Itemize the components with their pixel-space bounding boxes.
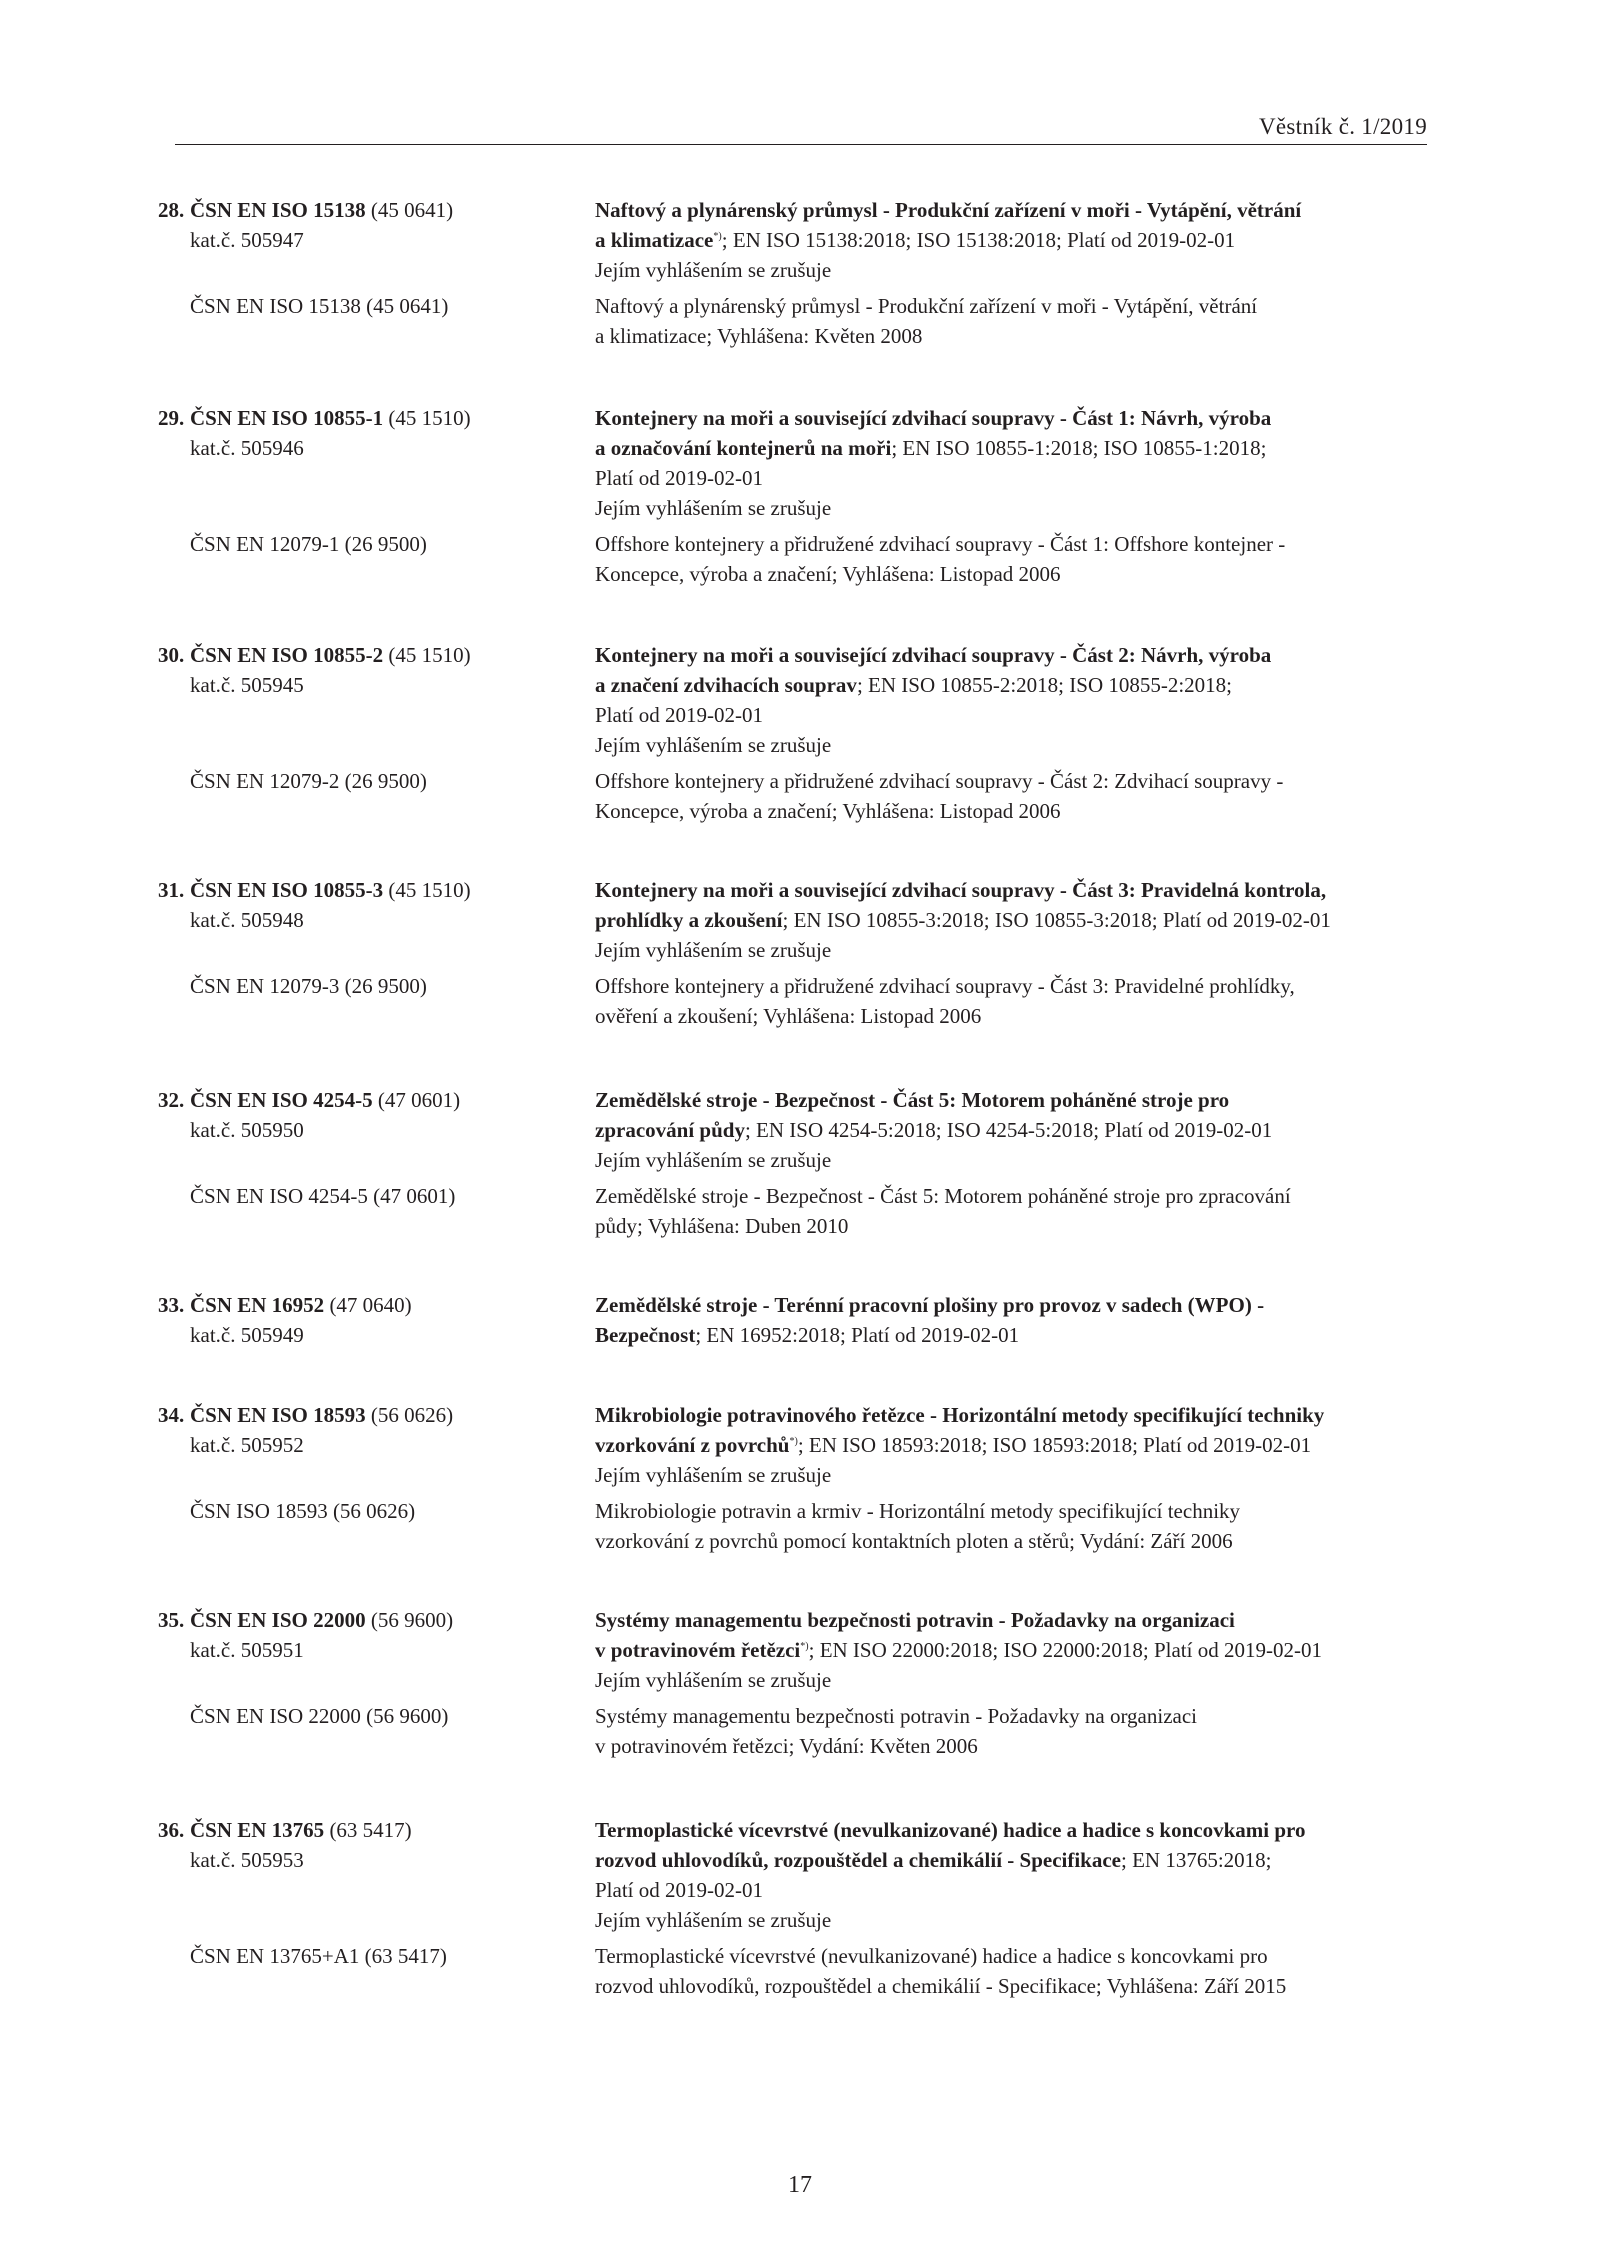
title-line (595, 1320, 1465, 1350)
replaced-standard-row (0, 529, 1600, 589)
classification-number: (47 0640) (329, 1293, 412, 1317)
classification-number: (45 1510) (388, 406, 471, 430)
entry-number: 29. (158, 406, 185, 430)
reference-info: ; EN ISO 18593:2018; ISO 18593:2018; Platí od 2019-02-01 (797, 1433, 1312, 1457)
title-line (595, 1430, 1465, 1460)
replaced-standard-row (0, 1181, 1600, 1241)
catalog-number: kat.č. 505950 (190, 1118, 304, 1142)
page-header-title: Věstník č. 1/2019 (1259, 114, 1427, 139)
replaced-standard-description (595, 1496, 1465, 1556)
entry-main-row (0, 1085, 1600, 1175)
title-line (595, 875, 1465, 905)
standard-entry (0, 1290, 1600, 1350)
replaced-standard-line: Koncepce, výroba a značení; Vyhlášena: Listopad 2006 (595, 562, 1061, 586)
entry-main-row (0, 640, 1600, 760)
standard-title: a značení zdvihacích souprav (595, 673, 857, 697)
entry-main-row (0, 875, 1600, 965)
page-number: 17 (788, 2172, 812, 2198)
title-line (595, 1400, 1465, 1430)
reference-info: ; EN ISO 10855-2:2018; ISO 10855-2:2018; (856, 673, 1233, 697)
standard-entry (0, 640, 1600, 826)
reference-info: ; EN ISO 22000:2018; ISO 22000:2018; Platí od 2019-02-01 (808, 1638, 1322, 1662)
entry-description (595, 1085, 1465, 1175)
entry-identifier (0, 1400, 595, 1490)
classification-number: (56 9600) (370, 1608, 454, 1632)
standard-entry (0, 1085, 1600, 1241)
reference-info: Platí od 2019-02-01 (595, 466, 763, 490)
replaced-standard-line: Koncepce, výroba a značení; Vyhlášena: Listopad 2006 (595, 799, 1061, 823)
replaced-standard-description (595, 971, 1465, 1031)
replaced-standard-row (0, 971, 1600, 1031)
entry-number: 30. (158, 643, 185, 667)
replaced-standard-line: v potravinovém řetězci; Vydání: Květen 2006 (595, 1734, 978, 1758)
title-line (595, 1085, 1465, 1115)
standard-entry (0, 1815, 1600, 2001)
standard-title: Zemědělské stroje - Bezpečnost - Část 5: Motorem poháněné stroje pro (595, 1088, 1230, 1112)
standard-entry (0, 1605, 1600, 1761)
entry-identifier (0, 640, 595, 760)
entry-number: 34. (158, 1403, 185, 1427)
withdrawal-note: Jejím vyhlášením se zrušuje (595, 1668, 832, 1692)
replaced-standard-code: ČSN EN 12079-1 (26 9500) (190, 532, 427, 556)
entry-main-row (0, 403, 1600, 523)
standard-title: a klimatizace (595, 228, 714, 252)
replaced-standard-line: a klimatizace; Vyhlášena: Květen 2008 (595, 324, 923, 348)
entry-description (595, 1290, 1465, 1350)
reference-info: ; EN ISO 10855-1:2018; ISO 10855-1:2018; (891, 436, 1267, 460)
title-line (595, 225, 1465, 255)
reference-info: ; EN ISO 4254-5:2018; ISO 4254-5:2018; Platí od 2019-02-01 (744, 1118, 1273, 1142)
standard-code: ČSN EN ISO 10855-2 (190, 643, 384, 667)
title-line (595, 433, 1465, 463)
replaced-standard-line: Offshore kontejnery a přidružené zdvihací soupravy - Část 1: Offshore kontejner - (595, 532, 1286, 556)
classification-number: (45 1510) (388, 643, 471, 667)
title-line (595, 640, 1465, 670)
catalog-number: kat.č. 505948 (190, 908, 304, 932)
replaced-standard-description (595, 766, 1465, 826)
entry-number: 36. (158, 1818, 185, 1842)
reference-info: ; EN 13765:2018; (1121, 1848, 1272, 1872)
withdrawal-note: Jejím vyhlášením se zrušuje (595, 1463, 832, 1487)
replaced-standard-line: Systémy managementu bezpečnosti potravin - Požadavky na organizaci (595, 1704, 1198, 1728)
standard-entry (0, 403, 1600, 589)
entry-identifier (0, 1085, 595, 1175)
catalog-number: kat.č. 505947 (190, 228, 304, 252)
catalog-number: kat.č. 505952 (190, 1433, 304, 1457)
standard-title: a označování kontejnerů na moři (595, 436, 892, 460)
entry-number: 33. (158, 1293, 185, 1317)
footnote-mark: *) (789, 1436, 798, 1447)
title-line (595, 1290, 1465, 1320)
withdrawal-note: Jejím vyhlášením se zrušuje (595, 938, 832, 962)
entry-description (595, 195, 1465, 285)
title-line (595, 1605, 1465, 1635)
replaced-standard-line: Offshore kontejnery a přidružené zdvihací soupravy - Část 3: Pravidelné prohlídky, (595, 974, 1295, 998)
catalog-number: kat.č. 505951 (190, 1638, 304, 1662)
entry-identifier (0, 1290, 595, 1350)
replaced-standard-code: ČSN EN 13765+A1 (63 5417) (190, 1944, 447, 1968)
standard-title: Mikrobiologie potravinového řetězce - Horizontální metody specifikující techniky (595, 1403, 1325, 1427)
replaced-standard-line: rozvod uhlovodíků, rozpouštědel a chemikálií - Specifikace; Vyhlášena: Září 2015 (595, 1974, 1287, 1998)
title-line (595, 403, 1465, 433)
replaced-standard-line: ověření a zkoušení; Vyhlášena: Listopad 2006 (595, 1004, 982, 1028)
replaced-standard-code: ČSN EN ISO 15138 (45 0641) (190, 294, 449, 318)
standard-title: prohlídky a zkoušení (595, 908, 783, 932)
withdrawal-note: Jejím vyhlášením se zrušuje (595, 1148, 832, 1172)
standard-code: ČSN EN ISO 10855-1 (190, 406, 384, 430)
title-line (595, 670, 1465, 700)
entry-description (595, 1400, 1465, 1490)
standard-title: Kontejnery na moři a související zdvihací soupravy - Část 3: Pravidelná kontrola, (595, 878, 1327, 902)
title-line (595, 905, 1465, 935)
withdrawal-note: Jejím vyhlášením se zrušuje (595, 733, 832, 757)
standard-code: ČSN EN 13765 (190, 1818, 325, 1842)
title-line (595, 1815, 1465, 1845)
classification-number: (56 0626) (370, 1403, 454, 1427)
entry-identifier (0, 1605, 595, 1695)
entry-identifier (0, 1815, 595, 1935)
standard-title: v potravinovém řetězci (595, 1638, 801, 1662)
standard-code: ČSN EN ISO 15138 (190, 198, 366, 222)
replaced-standard-row (0, 1701, 1600, 1761)
catalog-number: kat.č. 505953 (190, 1848, 304, 1872)
replaced-standard-row (0, 766, 1600, 826)
title-line (595, 1845, 1465, 1875)
entry-identifier (0, 403, 595, 523)
entry-description (595, 403, 1465, 523)
entry-number: 31. (158, 878, 185, 902)
replaced-standard-row (0, 1941, 1600, 2001)
replaced-standard-line: Termoplastické vícevrstvé (nevulkanizované) hadice a hadice s koncovkami pro (595, 1944, 1268, 1968)
replaced-standard-line: Naftový a plynárenský průmysl - Produkční zařízení v moři - Vytápění, větrání (595, 294, 1258, 318)
replaced-standard-description (595, 1181, 1465, 1241)
footnote-mark: *) (713, 231, 722, 242)
title-line (595, 1635, 1465, 1665)
replaced-standard-row (0, 291, 1600, 351)
standard-code: ČSN EN ISO 4254-5 (190, 1088, 373, 1112)
withdrawal-note: Jejím vyhlášením se zrušuje (595, 258, 832, 282)
standard-entry (0, 195, 1600, 351)
replaced-standard-code: ČSN EN 12079-2 (26 9500) (190, 769, 427, 793)
classification-number: (47 0601) (377, 1088, 461, 1112)
entry-main-row (0, 1815, 1600, 1935)
replaced-standard-description (595, 529, 1465, 589)
replaced-standard-code: ČSN EN ISO 22000 (56 9600) (190, 1704, 449, 1728)
classification-number: (45 1510) (388, 878, 471, 902)
reference-info: Platí od 2019-02-01 (595, 1878, 763, 1902)
header-rule (175, 144, 1427, 145)
replaced-standard-description (595, 291, 1465, 351)
replaced-standard-line: Zemědělské stroje - Bezpečnost - Část 5: Motorem poháněné stroje pro zpracování (595, 1184, 1291, 1208)
entry-identifier (0, 875, 595, 965)
standard-title: rozvod uhlovodíků, rozpouštědel a chemikálií - Specifikace (595, 1848, 1122, 1872)
entry-number: 32. (158, 1088, 185, 1112)
standard-code: ČSN EN ISO 22000 (190, 1608, 366, 1632)
replaced-standard-line: půdy; Vyhlášena: Duben 2010 (595, 1214, 849, 1238)
entry-description (595, 1815, 1465, 1935)
entry-main-row (0, 195, 1600, 285)
replaced-standard-row (0, 1496, 1600, 1556)
standard-title: Zemědělské stroje - Terénní pracovní plošiny pro provoz v sadech (WPO) - (595, 1293, 1265, 1317)
standard-title: Kontejnery na moři a související zdvihací soupravy - Část 2: Návrh, výroba (595, 643, 1272, 667)
entry-number: 28. (158, 198, 185, 222)
reference-info: ; EN ISO 15138:2018; ISO 15138:2018; Platí od 2019-02-01 (721, 228, 1236, 252)
entry-main-row (0, 1400, 1600, 1490)
catalog-number: kat.č. 505946 (190, 436, 304, 460)
standard-title: Termoplastické vícevrstvé (nevulkanizované) hadice a hadice s koncovkami pro (595, 1818, 1306, 1842)
catalog-number: kat.č. 505945 (190, 673, 304, 697)
replaced-standard-code: ČSN ISO 18593 (56 0626) (190, 1499, 416, 1523)
standard-title: Kontejnery na moři a související zdvihací soupravy - Část 1: Návrh, výroba (595, 406, 1272, 430)
entry-description (595, 640, 1465, 760)
reference-info: ; EN 16952:2018; Platí od 2019-02-01 (695, 1323, 1020, 1347)
standard-title: vzorkování z povrchů (595, 1433, 790, 1457)
replaced-standard-line: vzorkování z povrchů pomocí kontaktních ploten a stěrů; Vydání: Září 2006 (595, 1529, 1233, 1553)
entry-description (595, 1605, 1465, 1695)
withdrawal-note: Jejím vyhlášením se zrušuje (595, 1908, 832, 1932)
footnote-mark: *) (800, 1641, 809, 1652)
entry-main-row (0, 1290, 1600, 1350)
title-line (595, 1115, 1465, 1145)
standard-entry (0, 875, 1600, 1031)
standard-title: zpracování půdy (595, 1118, 745, 1142)
replaced-standard-description (595, 1701, 1465, 1761)
reference-info: ; EN ISO 10855-3:2018; ISO 10855-3:2018; Platí od 2019-02-01 (782, 908, 1331, 932)
replaced-standard-description (595, 1941, 1465, 2001)
withdrawal-note: Jejím vyhlášením se zrušuje (595, 496, 832, 520)
entry-identifier (0, 195, 595, 285)
classification-number: (45 0641) (370, 198, 454, 222)
standard-title: Systémy managementu bezpečnosti potravin - Požadavky na organizaci (595, 1608, 1235, 1632)
standard-title: Bezpečnost (595, 1323, 696, 1347)
standard-code: ČSN EN ISO 18593 (190, 1403, 366, 1427)
classification-number: (63 5417) (329, 1818, 412, 1842)
standard-code: ČSN EN ISO 10855-3 (190, 878, 384, 902)
title-line (595, 195, 1465, 225)
replaced-standard-code: ČSN EN 12079-3 (26 9500) (190, 974, 427, 998)
entry-description (595, 875, 1465, 965)
entry-main-row (0, 1605, 1600, 1695)
entry-number: 35. (158, 1608, 185, 1632)
standard-entry (0, 1400, 1600, 1556)
replaced-standard-line: Mikrobiologie potravin a krmiv - Horizontální metody specifikující techniky (595, 1499, 1241, 1523)
standard-title: Naftový a plynárenský průmysl - Produkční zařízení v moři - Vytápění, větrání (595, 198, 1302, 222)
replaced-standard-line: Offshore kontejnery a přidružené zdvihací soupravy - Část 2: Zdvihací soupravy - (595, 769, 1284, 793)
replaced-standard-code: ČSN EN ISO 4254-5 (47 0601) (190, 1184, 456, 1208)
reference-info: Platí od 2019-02-01 (595, 703, 763, 727)
standard-code: ČSN EN 16952 (190, 1293, 325, 1317)
catalog-number: kat.č. 505949 (190, 1323, 304, 1347)
